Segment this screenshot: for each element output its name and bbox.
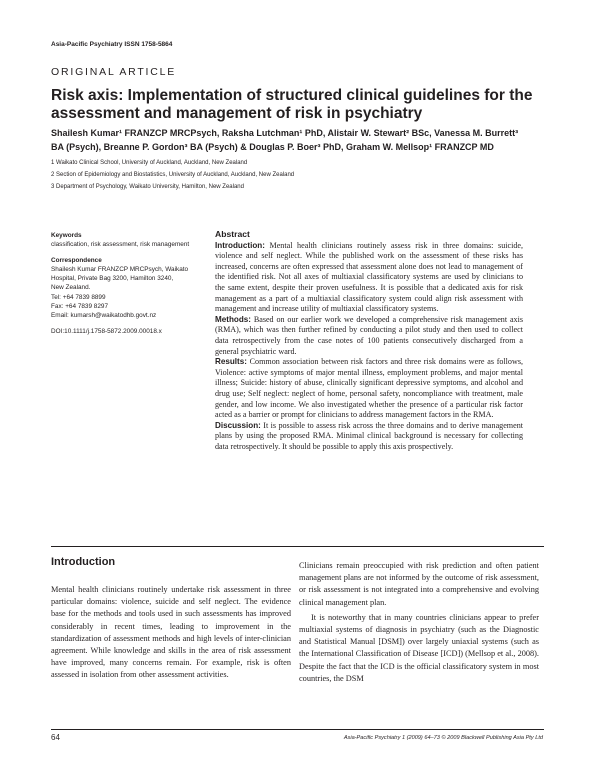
abstract-text: Common association between risk factors and three risk domains were as follows, Violence: active symptoms of major mental illness, employment problems, and major mental illness; Suicide: history of abuse, clinically significant depressive symptoms, and alcohol and drug use; Self neglect: neglect of home, personal safety, noncompliance with treatment, male gender, and low income. We also investigated whether the presence of a particular risk factor acted as a barrier or prompt for clinicians to address management factors in the RMA. <box>215 357 523 420</box>
correspondence-line: Shailesh Kumar FRANZCP MRCPsych, Waikato <box>51 265 189 273</box>
body-paragraph: It is noteworthy that in many countries clinicians appear to prefer multiaxial systems of diagnosis in psychiatry (such as the Diagnostic and Statistical Manual [DSM]) over largely uniaxial systems (such as the International Classification of Disease [ICD]) (Mellsop et al., 2008). Despite the fact that the ICD is the official classificatory system in most countries, the DSM <box>299 612 539 683</box>
abstract-heading: Abstract <box>215 229 250 239</box>
footer-citation: Asia-Pacific Psychiatry 1 (2009) 64–73 © 2009 Blackwell Publishing Asia Pty Ltd <box>343 735 543 741</box>
abstract <box>215 229 523 452</box>
author-list <box>51 126 561 154</box>
abstract-methods <box>215 315 523 357</box>
abstract-text: Mental health clinicians routinely assess risk in three domains: suicide, violence and self neglect. While the published work on the assessment of these risks has increased, concerns are often expressed that assessment alone does not lead to management of the identified risk. Not all axes of multiaxial classificatory systems are used by clinicians to the same extent, despite their proven usefulness. It is possible that a dedicated axis for risk management as a part of a multiaxial classificatory system could align risk assessment with management and increase utility of multiaxial classificatory systems. <box>215 240 523 314</box>
authors-line-2: BA (Psych), Breanne P. Gordon³ BA (Psych) & Douglas P. Boer³ PhD, Graham W. Mellsop¹ FRANZCP MD <box>51 142 494 152</box>
abstract-label: Results: <box>215 357 247 367</box>
correspondence-line: New Zealand. <box>51 284 91 292</box>
abstract-text: Based on our earlier work we developed a comprehensive risk management axis (RMA), which was then further refined by conducting a pilot study and then used to collect data retrospectively from the case notes of 100 patients consecutively discharged from a general psychiatric ward. <box>215 314 523 356</box>
abstract-results <box>215 357 523 421</box>
affiliation-1: 1 Waikato Clinical School, University of Auckland, Auckland, New Zealand <box>51 160 248 166</box>
affiliation-2: 2 Section of Epidemiology and Biostatistics, University of Auckland, Auckland, New Zealand <box>51 172 295 178</box>
article-type-label: ORIGINAL ARTICLE <box>51 66 177 78</box>
body-column-left <box>51 584 291 682</box>
body-paragraph: Clinicians remain preoccupied with risk prediction and often patient management plans are not informed by the outcome of risk assessment, or risk assessment is not integrated into a comprehensive and evolving clinical management plan. <box>299 561 539 607</box>
journal-header: Asia-Pacific Psychiatry ISSN 1758-5864 <box>51 41 173 48</box>
correspondence-label: Correspondence <box>51 256 102 264</box>
keywords-label: Keywords <box>51 232 82 239</box>
abstract-discussion <box>215 421 523 453</box>
keywords-text: classification, risk assessment, risk management <box>51 241 190 249</box>
introduction-heading: Introduction <box>51 556 116 568</box>
correspondence-email[interactable]: Email: kumarsh@waikatodhb.govt.nz <box>51 312 157 320</box>
abstract-label: Introduction: <box>215 240 265 250</box>
footer-divider <box>51 729 544 730</box>
affiliation-3: 3 Department of Psychology, Waikato University, Hamilton, New Zealand <box>51 184 244 190</box>
correspondence-fax: Fax: +64 7839 8297 <box>51 303 109 311</box>
abstract-text: It is possible to assess risk across the three domains and to derive management plans by using the proposed RMA. Minimal clinical background is necessary for collecting data retrospectively. It should be possible to apply this axis prospectively. <box>215 420 523 451</box>
correspondence-phone: Tel: +64 7839 8899 <box>51 293 106 301</box>
section-divider <box>51 546 544 547</box>
authors-line-1: Shailesh Kumar¹ FRANZCP MRCPsych, Raksha Lutchman¹ PhD, Alistair W. Stewart² BSc, Vanessa M. Burrett³ <box>51 128 519 138</box>
body-paragraph: Mental health clinicians routinely undertake risk assessment in three particular domains: violence, suicide and self neglect. The evidence base for the methods and tools used in such assessments has improved considerably in recent times, leading to improvement in the standardization of assessment methods and high levels of inter-clinician agreement. While knowledge and skills in the area of risk assessment have improved, many concerns remain. For example, risk is often assessed in isolation from other assessment activities. <box>51 585 291 680</box>
correspondence-line: Hospital, Private Bag 3200, Hamilton 3240, <box>51 275 174 283</box>
article-title: Risk axis: Implementation of structured clinical guidelines for the assessment and management of risk in psychiatry <box>51 87 533 122</box>
body-column-right <box>299 560 539 685</box>
page-number: 64 <box>51 733 60 742</box>
abstract-label: Methods: <box>215 314 251 324</box>
abstract-label: Discussion: <box>215 420 261 430</box>
affiliations <box>51 157 551 193</box>
doi[interactable]: DOI:10.1111/j.1758-5872.2009.00018.x <box>51 327 162 335</box>
article-metadata <box>51 231 201 336</box>
abstract-introduction <box>215 241 523 315</box>
